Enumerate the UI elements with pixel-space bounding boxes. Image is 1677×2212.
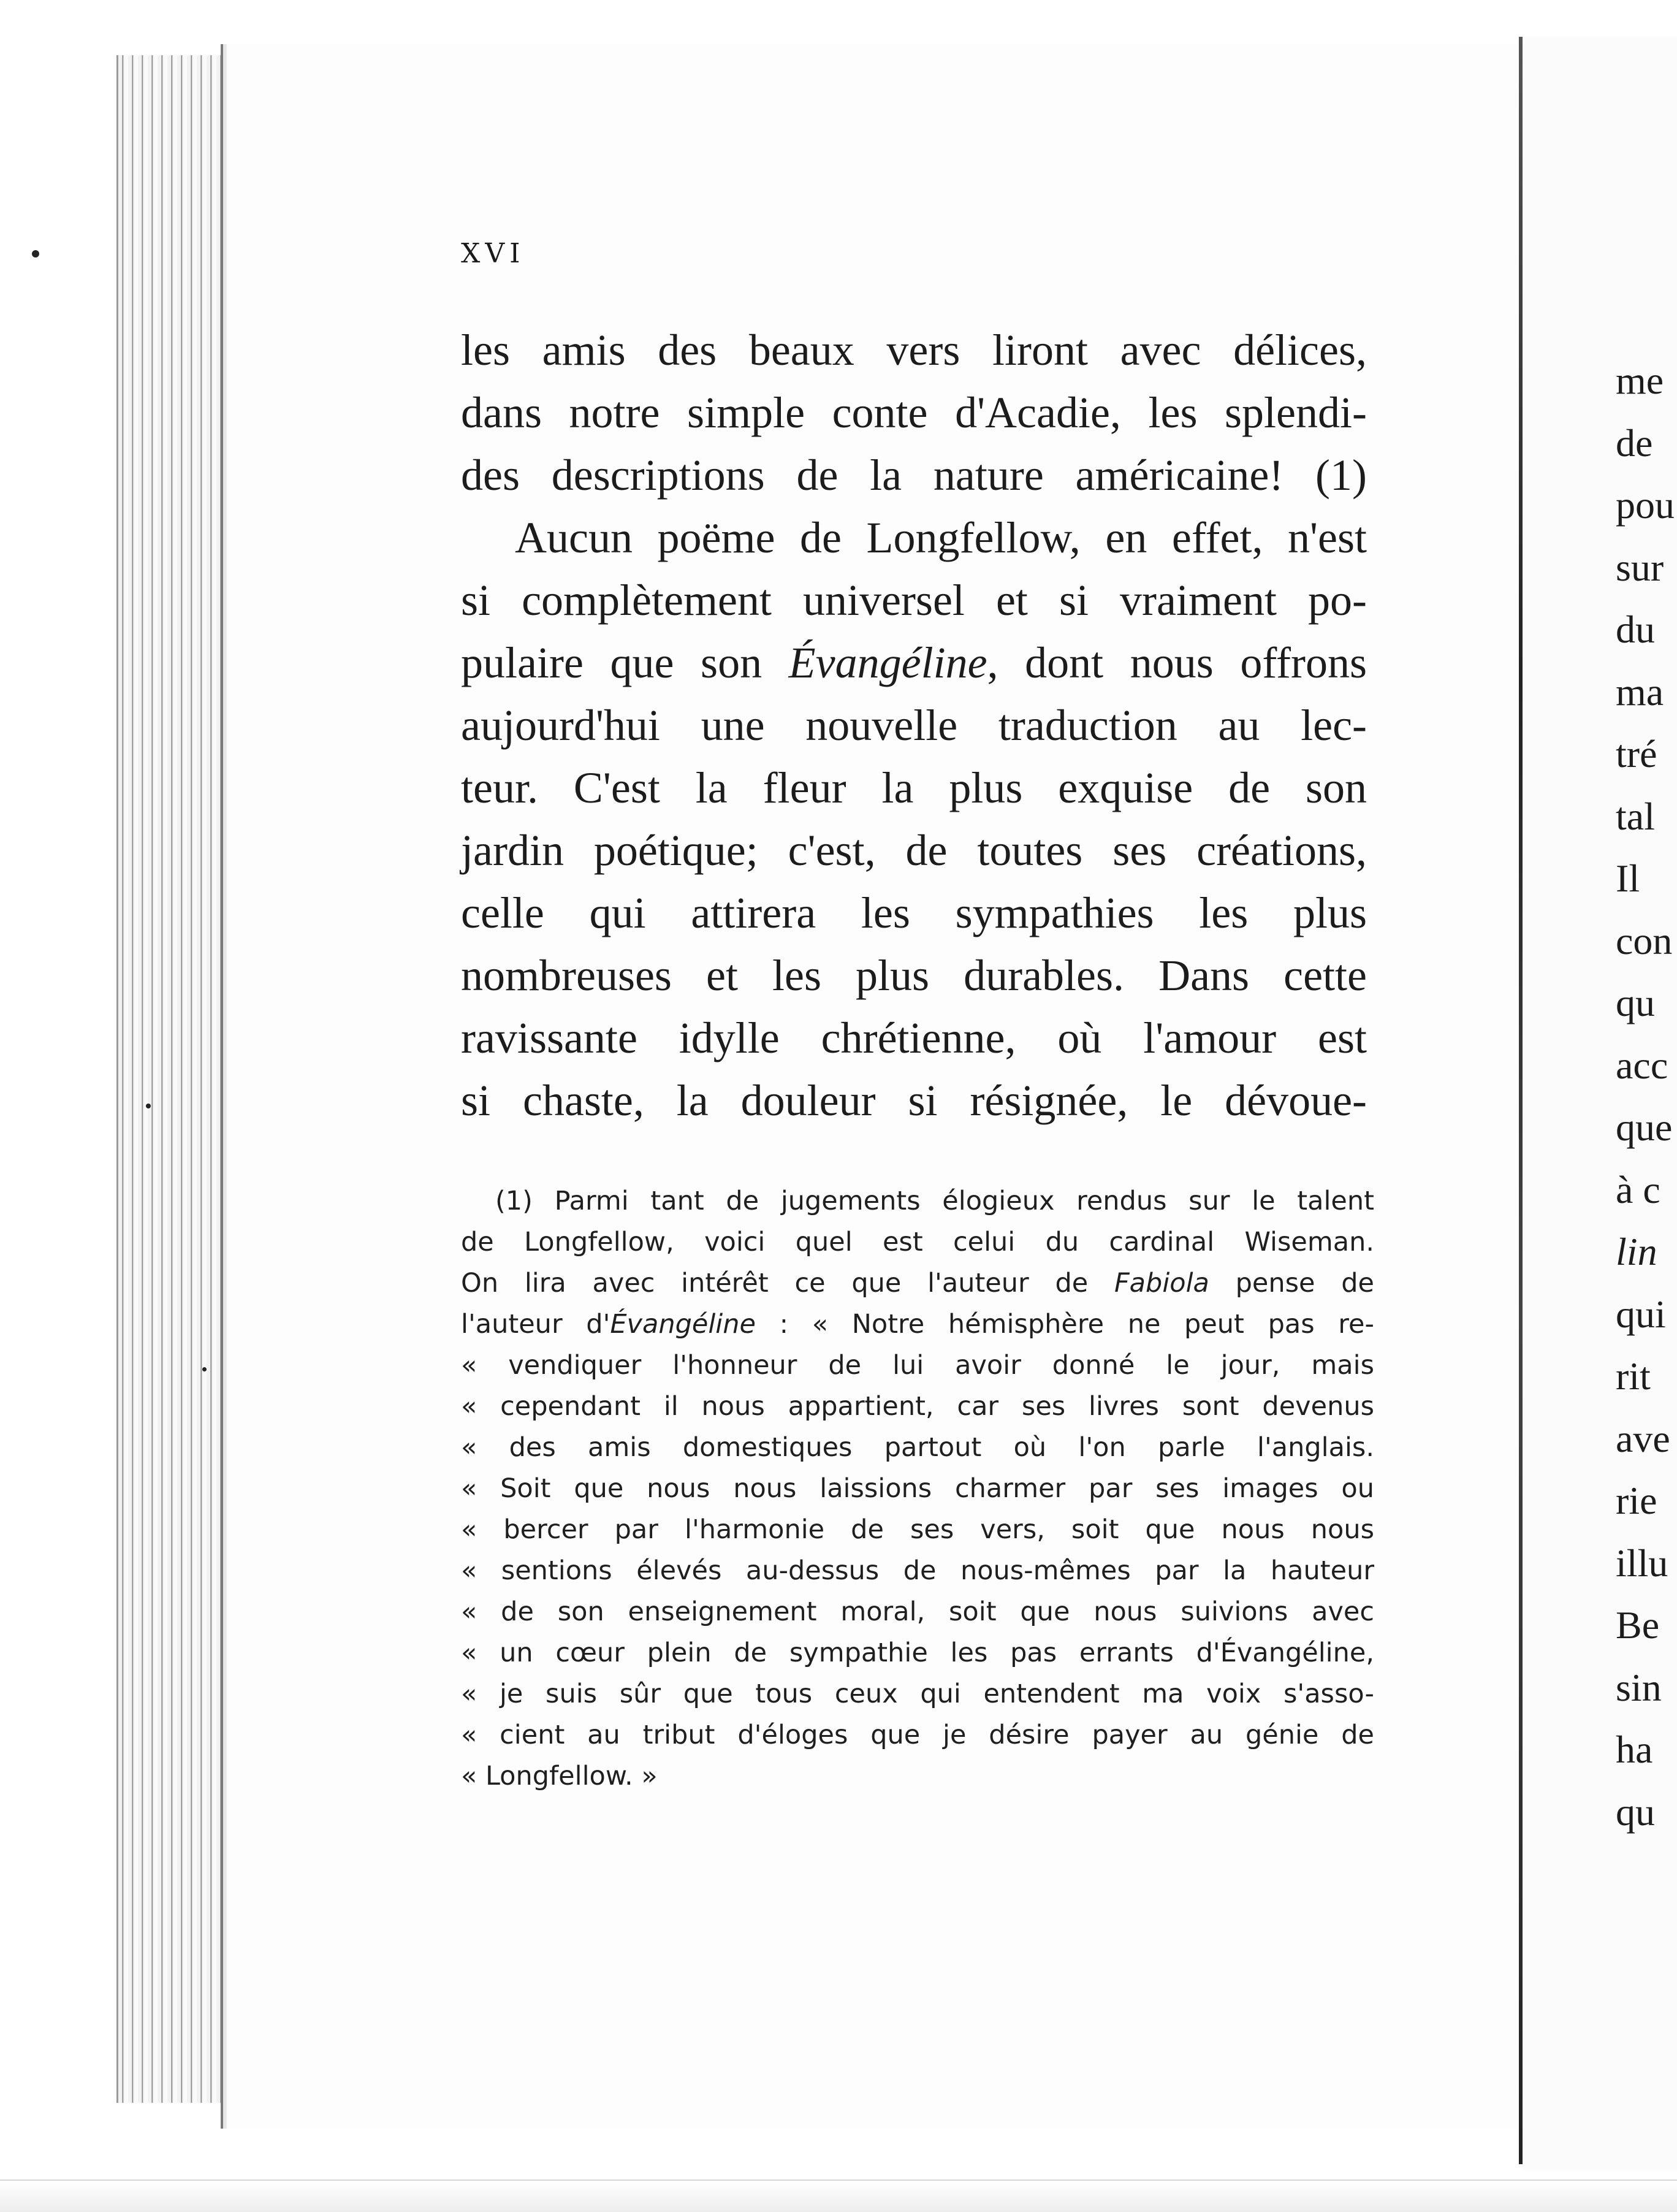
page-edge-stack [116,55,222,2103]
text-line: des descriptions de la nature américaine! (1) [461,451,1367,500]
text-line: aujourd'hui une nouvelle traduction au lec- [461,701,1367,750]
italic-title: Évangéline [610,1309,756,1340]
text-run: l'auteur d' [461,1309,610,1340]
text-line: Aucun poëme de Longfellow, en effet, n'est [515,513,1367,562]
footnote-line: « cependant il nous appartient, car ses livres sont devenus [461,1391,1374,1422]
footnote-line: « Soit que nous nous laissions charmer par ses images ou [461,1473,1374,1504]
footnote-line: « Longfellow. » [461,1761,658,1791]
fragment-line: du [1616,608,1655,651]
text-run: pense de [1209,1268,1375,1299]
fragment-line: qu [1616,981,1655,1024]
fragment-line: illu [1616,1541,1668,1585]
footnote-line: « cient au tribut d'éloges que je désire payer au génie de [461,1720,1374,1750]
scan-bottom-edge [0,2180,1677,2212]
footnote-line: « je suis sûr que tous ceux qui entendent ma voix s'asso- [461,1679,1374,1709]
right-page-text-fragments [1616,349,1677,1843]
fragment-line: qui [1616,1292,1666,1336]
footnote-line [461,1304,1374,1345]
fragment-line: que [1616,1105,1673,1149]
footnote-line: de Longfellow, voici quel est celui du cardinal Wiseman. [461,1227,1374,1257]
fragment-line: Il [1616,856,1640,900]
footnote-line: « vendiquer l'honneur de lui avoir donné le jour, mais [461,1350,1374,1381]
scan-speck [202,1367,207,1371]
page-number: XVI [461,238,525,269]
fragment-line: de [1616,421,1653,465]
scan-speck [32,250,39,257]
text-line: ravissante idylle chrétienne, où l'amour est [461,1013,1367,1062]
text-line: les amis des beaux vers liront avec délices, [461,326,1367,375]
fragment-line: con [1616,918,1673,963]
italic-title: Fabiola [1114,1268,1209,1299]
footnote-line: « bercer par l'harmonie de ses vers, soit que nous nous [461,1514,1374,1545]
fragment-line: pou [1616,483,1675,527]
fragment-line: ma [1616,669,1664,714]
fragment-line: à c [1616,1167,1660,1211]
text-line: dans notre simple conte d'Acadie, les splendi- [461,388,1367,437]
text-line: jardin poétique; c'est, de toutes ses créations, [461,826,1367,875]
fragment-line: rie [1616,1479,1657,1522]
text-line: si complètement universel et si vraiment po- [461,576,1367,625]
fragment-line: ave [1616,1416,1670,1460]
footnote-line: « un cœur plein de sympathie les pas errants d'Évangéline, [461,1638,1374,1668]
footnote-line: « de son enseignement moral, soit que nous suivions avec [461,1596,1374,1627]
body-paragraph [461,319,1367,1132]
fragment-line: sur [1616,545,1664,589]
scan-speck [146,1104,151,1108]
fragment-line: rit [1616,1354,1651,1398]
text-run: On lira avec intérêt ce que l'auteur de [461,1268,1114,1299]
footnote-line: « des amis domestiques partout où l'on parle l'anglais. [461,1432,1374,1463]
fragment-line: qu [1616,1790,1655,1834]
fragment-line: ha [1616,1728,1653,1771]
text-run: : « Notre hémisphère ne peut pas re- [755,1309,1374,1340]
fragment-line: sin [1616,1665,1662,1709]
text-run: , dont nous offrons [987,638,1367,687]
fragment-line: acc [1616,1043,1668,1087]
text-line: si chaste, la douleur si résignée, le dévoue- [461,1076,1367,1125]
text-line [461,631,1367,694]
footnote-line: « sentions élevés au-dessus de nous-mêmes par la hauteur [461,1555,1374,1586]
text-line: celle qui attirera les sympathies les plus [461,888,1367,937]
text-run: pulaire que son [461,638,789,687]
fragment-line: tal [1616,794,1655,838]
text-line: teur. C'est la fleur la plus exquise de son [461,763,1367,812]
italic-title: Évangéline [788,638,987,687]
footnote-line: (1) Parmi tant de jugements élogieux rendus sur le talent [495,1186,1374,1216]
text-line: nombreuses et les plus durables. Dans cette [461,951,1367,1000]
fragment-line: tré [1616,732,1657,776]
footnote [461,1181,1374,1797]
footnote-line [461,1263,1374,1304]
fragment-line: lin [1616,1230,1657,1273]
fragment-line: me [1616,359,1664,402]
fragment-line: Be [1616,1603,1660,1647]
